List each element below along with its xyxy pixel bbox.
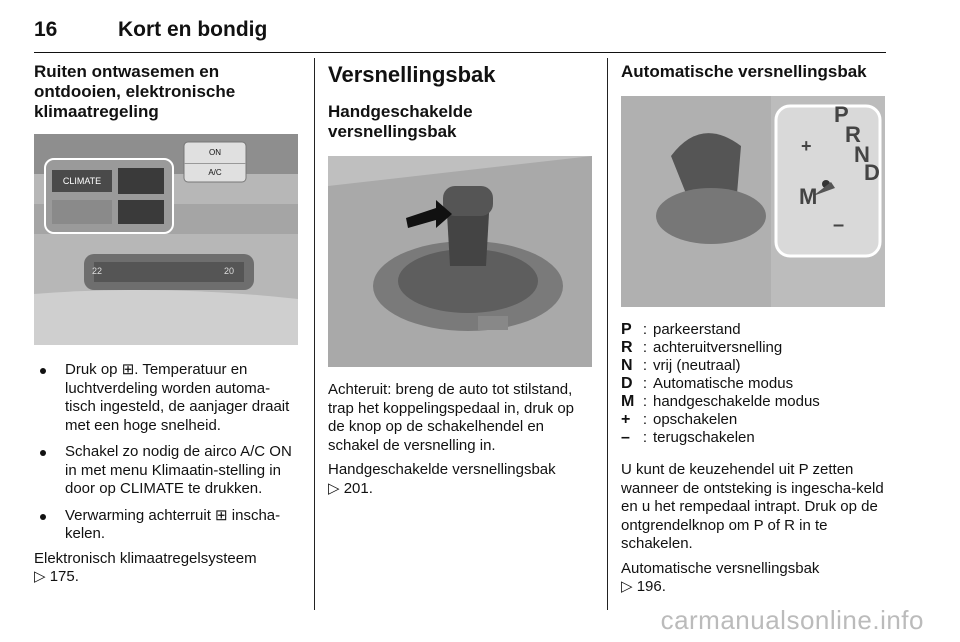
table-row: R : achteruitversnelling	[621, 339, 820, 357]
table-row: D : Automatische modus	[621, 375, 820, 393]
ref-arrow-icon: ▷	[34, 568, 46, 585]
defrost-steps	[34, 361, 300, 544]
legend-desc: handgeschakelde modus	[653, 393, 820, 410]
legend-key: P	[621, 321, 632, 338]
legend-desc: vrij (neutraal)	[653, 357, 741, 374]
gear-r: R	[845, 122, 861, 147]
paragraph-park-release: U kunt de keuzehendel uit P zetten wanneer de ontsteking is ingescha-keld en u het rempedaal intrapt. Druk op de ontgrendelknop om P of R in te schakelen.	[621, 461, 884, 552]
ref-text: Automatische versnellingsbak	[621, 559, 820, 577]
list-item	[34, 361, 300, 435]
table-row: – : terugschakelen	[621, 429, 820, 447]
column-divider	[607, 58, 608, 610]
cross-reference	[621, 560, 887, 597]
bullet-text: Schakel zo nodig de airco A/C ON in met menu Klimaatin-stelling in door op CLIMATE te drukken.	[65, 443, 292, 497]
temp-right: 20	[224, 266, 235, 276]
comfort-button	[52, 200, 112, 224]
legend-key: +	[621, 411, 631, 428]
ac-button-panel	[184, 142, 246, 182]
page-title: Kort en bondig	[118, 18, 268, 41]
ref-page-link[interactable]: 196.	[636, 578, 666, 595]
legend-desc: Automatische modus	[653, 375, 794, 392]
page-number: 16	[34, 18, 58, 41]
legend-desc: opschakelen	[653, 411, 738, 428]
upshift-plus: +	[801, 136, 812, 156]
gear-d: D	[864, 160, 880, 185]
table-row: N : vrij (neutraal)	[621, 357, 820, 375]
manual-shifter-illustration	[328, 156, 592, 367]
bullet-text: Druk op ⊞. Temperatuur en luchtverdeling worden automa-tisch ingesteld, de aanjager draait met een hoge snelheid.	[65, 361, 290, 434]
gear-n: N	[854, 142, 870, 167]
column-gearbox	[328, 62, 593, 498]
cross-reference	[34, 550, 300, 587]
list-item	[34, 507, 300, 544]
legend-desc: achteruitversnelling	[653, 339, 783, 356]
gear-m: M	[799, 184, 818, 209]
ref-text: Elektronisch klimaatregelsysteem	[34, 549, 257, 567]
column-divider	[314, 58, 315, 610]
column-climate	[34, 62, 300, 587]
legend-key: M	[621, 393, 635, 410]
gear-legend	[621, 321, 820, 447]
gear-p: P	[834, 102, 849, 127]
manual-shifter-image	[328, 156, 592, 367]
table-row: M : handgeschakelde modus	[621, 393, 820, 410]
section-heading-gearbox: Versnellingsbak	[328, 62, 496, 87]
page-header	[34, 18, 886, 53]
legend-key: –	[621, 429, 630, 446]
climate-control-image	[34, 134, 298, 345]
section-heading-defrost: Ruiten ontwasemen en ontdooien, elektronische klimaatregeling	[34, 62, 236, 121]
subheading-manual: Handgeschakelde versnellingsbak	[328, 102, 473, 141]
watermark: carmanualsonline.info	[660, 605, 924, 635]
cross-reference	[328, 461, 593, 498]
ac-label: A/C	[184, 163, 246, 177]
ref-page-link[interactable]: 201.	[343, 479, 373, 497]
list-item	[34, 443, 300, 499]
legend-key: D	[621, 375, 633, 392]
downshift-minus: –	[833, 214, 845, 236]
table-row: + : opschakelen	[621, 411, 820, 429]
paragraph-reverse: Achteruit: breng de auto tot stilstand, trap het koppelingspedaal in, druk op de knop op de schakelhendel en schakel de versnelling in.	[328, 381, 575, 454]
table-row: P : parkeerstand	[621, 321, 820, 339]
legend-desc: parkeerstand	[653, 321, 741, 338]
climate-button: CLIMATE	[52, 170, 112, 192]
legend-key: N	[621, 357, 633, 374]
section-heading-automatic: Automatische versnellingsbak	[621, 62, 867, 81]
column-automatic	[621, 62, 887, 597]
legend-key: R	[621, 339, 633, 356]
ac-on-label: ON	[209, 148, 221, 157]
bullet-text: Verwarming achterruit ⊞ inscha-kelen.	[65, 506, 281, 542]
ref-text: Handgeschakelde versnellingsbak	[328, 461, 556, 478]
legend-desc: terugschakelen	[653, 429, 755, 446]
ref-arrow-icon: ▷	[621, 578, 633, 595]
ref-arrow-icon: ▷	[328, 479, 340, 497]
max-defrost-button	[118, 168, 164, 194]
rear-defrost-button	[118, 200, 164, 224]
ref-page-link[interactable]: 175.	[49, 568, 79, 585]
temp-left: 22	[92, 266, 103, 276]
automatic-shifter-image	[621, 96, 885, 307]
